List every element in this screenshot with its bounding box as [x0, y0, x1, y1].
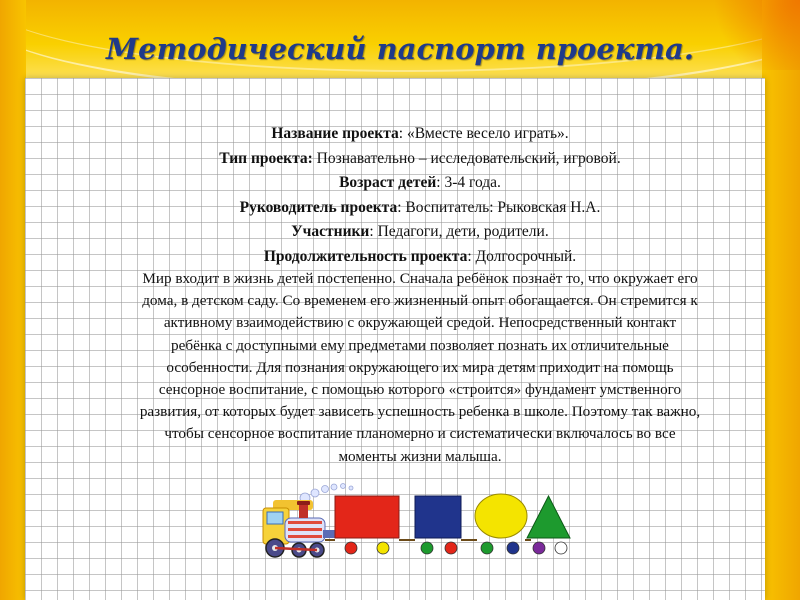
- description-line: сенсорное воспитание, с помощью которого «строится» фундамент умственного: [158, 381, 682, 399]
- right-strip: [762, 0, 800, 600]
- field-label: Тип проекта:: [219, 149, 313, 167]
- field-project-type: [80, 147, 760, 172]
- field-project-name: [80, 122, 760, 147]
- description-line: дома, в детском саду. Со временем его жизненный опыт обогащается. Он стремится к: [142, 292, 698, 310]
- field-sep: :: [467, 247, 476, 265]
- blue-square-wagon: [415, 496, 461, 538]
- green-triangle-wagon: [527, 496, 570, 538]
- field-participants: [80, 220, 760, 245]
- description-line: активному взаимодействию с окружающей средой. Непосредственный контакт: [163, 314, 677, 332]
- field-value: Педагоги, дети, родители.: [377, 223, 549, 240]
- field-label: Продолжительность проекта: [263, 247, 468, 265]
- field-value: «Вместе весело играть».: [406, 125, 569, 142]
- field-label: Участники: [291, 223, 370, 240]
- field-sep: :: [398, 125, 407, 142]
- train-illustration: [255, 478, 595, 568]
- page-title: Методический паспорт проекта.: [106, 32, 694, 66]
- field-value: Долгосрочный.: [475, 247, 577, 265]
- field-duration: [80, 245, 760, 270]
- description-line: особенности. Для познания окружающего их мира детям приходит на помощь: [166, 358, 674, 376]
- left-strip: [0, 0, 26, 600]
- field-label: Название проекта: [271, 125, 399, 142]
- field-label: Возраст детей: [339, 174, 437, 191]
- yellow-circle-wagon: [475, 494, 527, 538]
- field-value: 3-4 года.: [444, 174, 501, 191]
- field-sep: :: [436, 174, 445, 191]
- description-line: Мир входит в жизнь детей постепенно. Сначала ребёнок познаёт то, что окружает его: [142, 270, 698, 287]
- project-fields: [80, 122, 760, 269]
- field-value: Познавательно – исследовательский, игровой.: [316, 149, 621, 167]
- field-sep: :: [369, 223, 378, 240]
- field-label: Руководитель проекта: [239, 198, 398, 216]
- description-paragraph: [80, 268, 760, 468]
- field-project-lead: [80, 196, 760, 221]
- wagon-wheels: [345, 542, 567, 554]
- description-line: чтобы сенсорное воспитание планомерно и систематически включалось во все: [164, 425, 676, 443]
- red-rectangle-wagon: [335, 496, 399, 538]
- locomotive: [263, 500, 337, 557]
- description-line: ребёнка с доступными ему предметами позволяет познать их отличительные: [171, 336, 669, 354]
- field-children-age: [80, 171, 760, 196]
- field-sep: :: [397, 198, 406, 216]
- field-value: Воспитатель: Рыковская Н.А.: [405, 198, 601, 216]
- description-line: развития, от которых будет зависеть успешность ребенка в школе. Поэтому так важно,: [139, 403, 701, 421]
- description-line: моменты жизни малыша.: [338, 447, 502, 465]
